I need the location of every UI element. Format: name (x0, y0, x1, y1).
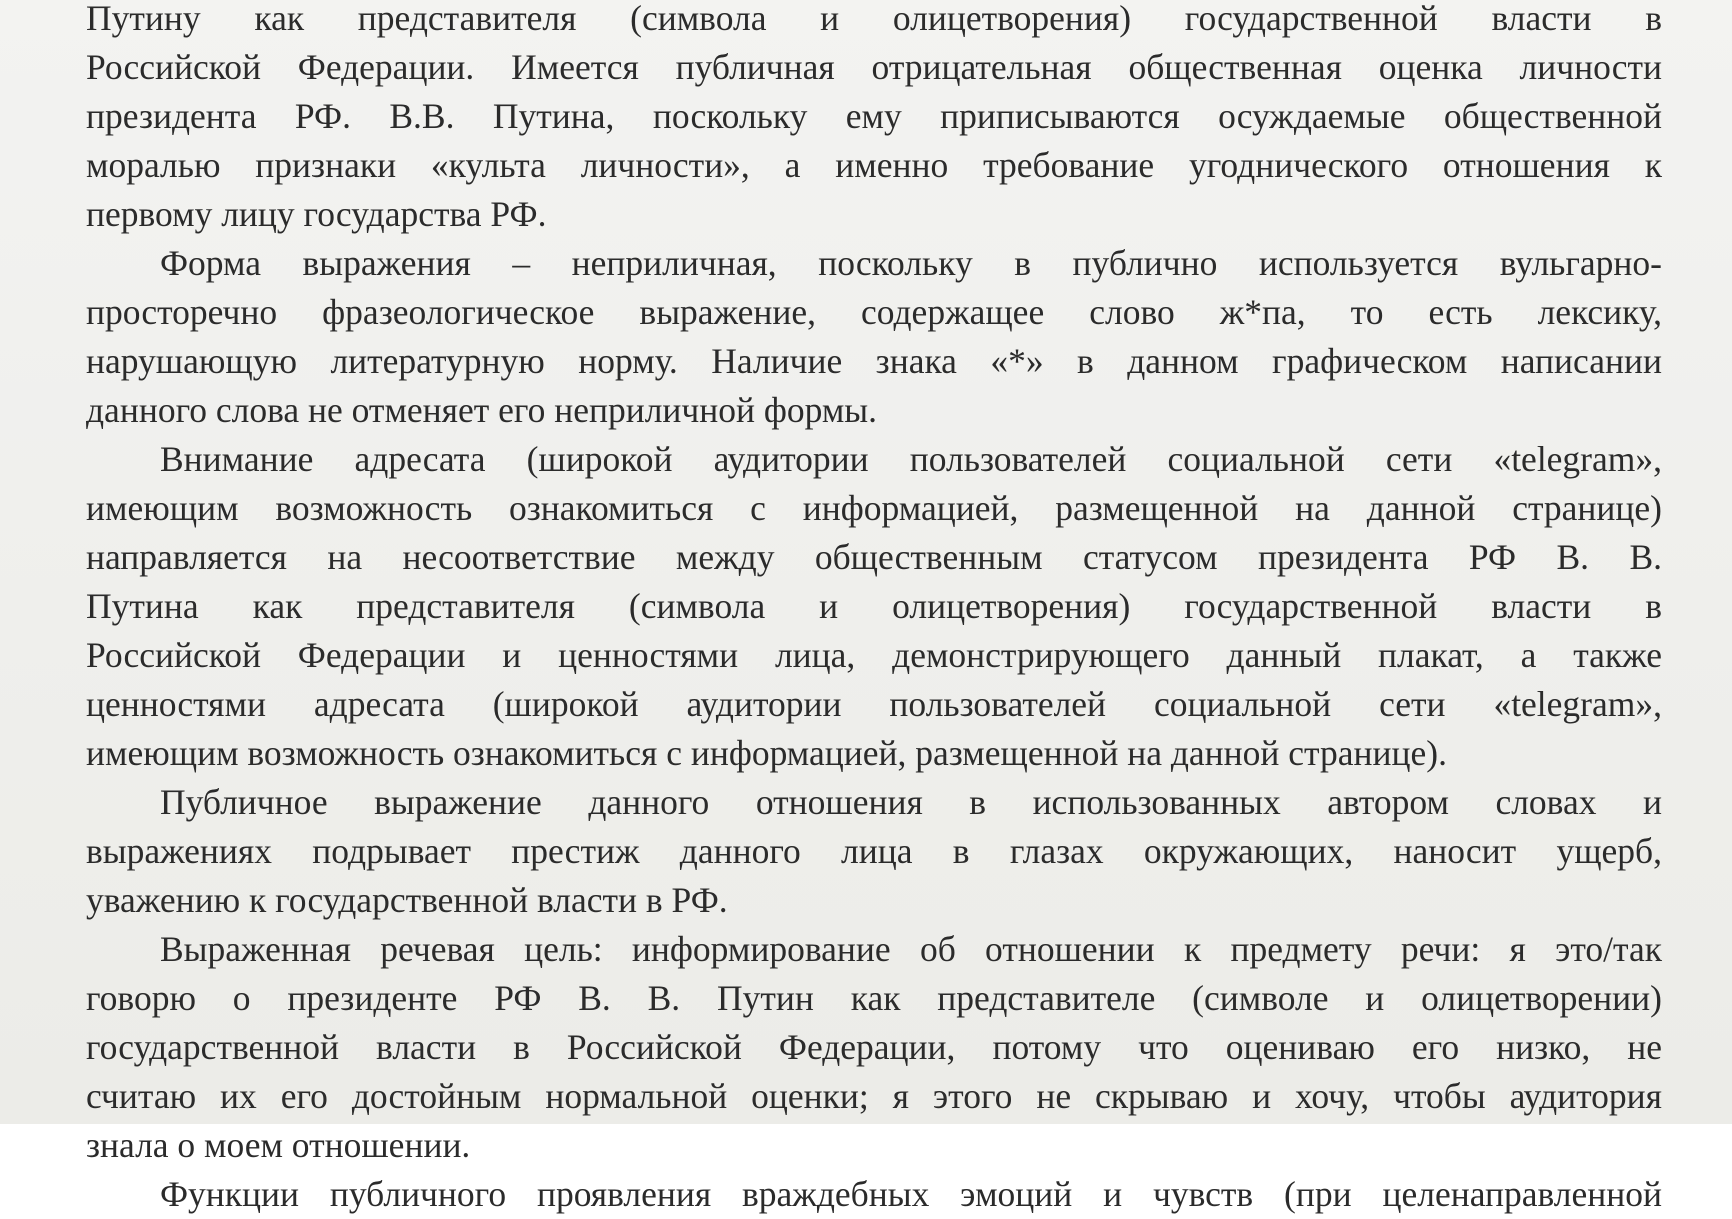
text-line: ценностями адресата (широкой аудитории пользователей социальной сети «telegram», (86, 684, 1662, 724)
text-line: Российской Федерации. Имеется публичная отрицательная общественная оценка личности (86, 47, 1662, 87)
text-line: нарушающую литературную норму. Наличие знака «*» в данном графическом написании (86, 341, 1662, 381)
text-line: имеющим возможность ознакомиться с информацией, размещенной на данной странице) (86, 488, 1662, 528)
text-line: считаю их его достойным нормальной оценки; я этого не скрываю и хочу, чтобы аудитория (86, 1076, 1662, 1116)
text-line: государственной власти в Российской Федерации, потому что оцениваю его низко, не (86, 1027, 1662, 1067)
text-line: знала о моем отношении. (86, 1125, 471, 1165)
text-line: Публичное выражение данного отношения в использованных автором словах и (160, 782, 1662, 822)
text-line: уважению к государственной власти в РФ. (86, 880, 728, 920)
text-line: Внимание адресата (широкой аудитории пользователей социальной сети «telegram», (160, 439, 1662, 479)
text-line: выражениях подрывает престиж данного лица в глазах окружающих, наносит ущерб, (86, 831, 1662, 871)
document-body (86, 0, 1662, 1219)
text-line: направляется на несоответствие между общественным статусом президента РФ В. В. (86, 537, 1662, 577)
text-line: моралью признаки «культа личности», а именно требование угоднического отношения к (86, 145, 1662, 185)
text-line: просторечно фразеологическое выражение, содержащее слово ж*па, то есть лексику, (86, 292, 1662, 332)
text-line: Путину как представителя (символа и олицетворения) государственной власти в (86, 0, 1662, 38)
text-line: Путина как представителя (символа и олицетворения) государственной власти в (86, 586, 1662, 626)
text-line: Выраженная речевая цель: информирование об отношении к предмету речи: я это/так (160, 929, 1662, 969)
text-line: первому лицу государства РФ. (86, 194, 547, 234)
text-line: президента РФ. В.В. Путина, поскольку ему приписываются осуждаемые общественной (86, 96, 1662, 136)
text-line: Форма выражения – неприличная, поскольку в публично используется вульгарно- (160, 243, 1662, 283)
text-line: говорю о президенте РФ В. В. Путин как представителе (символе и олицетворении) (86, 978, 1662, 1018)
text-line: Российской Федерации и ценностями лица, демонстрирующего данный плакат, а также (86, 635, 1662, 675)
text-line: Функции публичного проявления враждебных эмоций и чувств (при целенаправленной (160, 1174, 1662, 1214)
text-line: имеющим возможность ознакомиться с информацией, размещенной на данной странице). (86, 733, 1447, 773)
text-line: данного слова не отменяет его неприличной формы. (86, 390, 878, 430)
